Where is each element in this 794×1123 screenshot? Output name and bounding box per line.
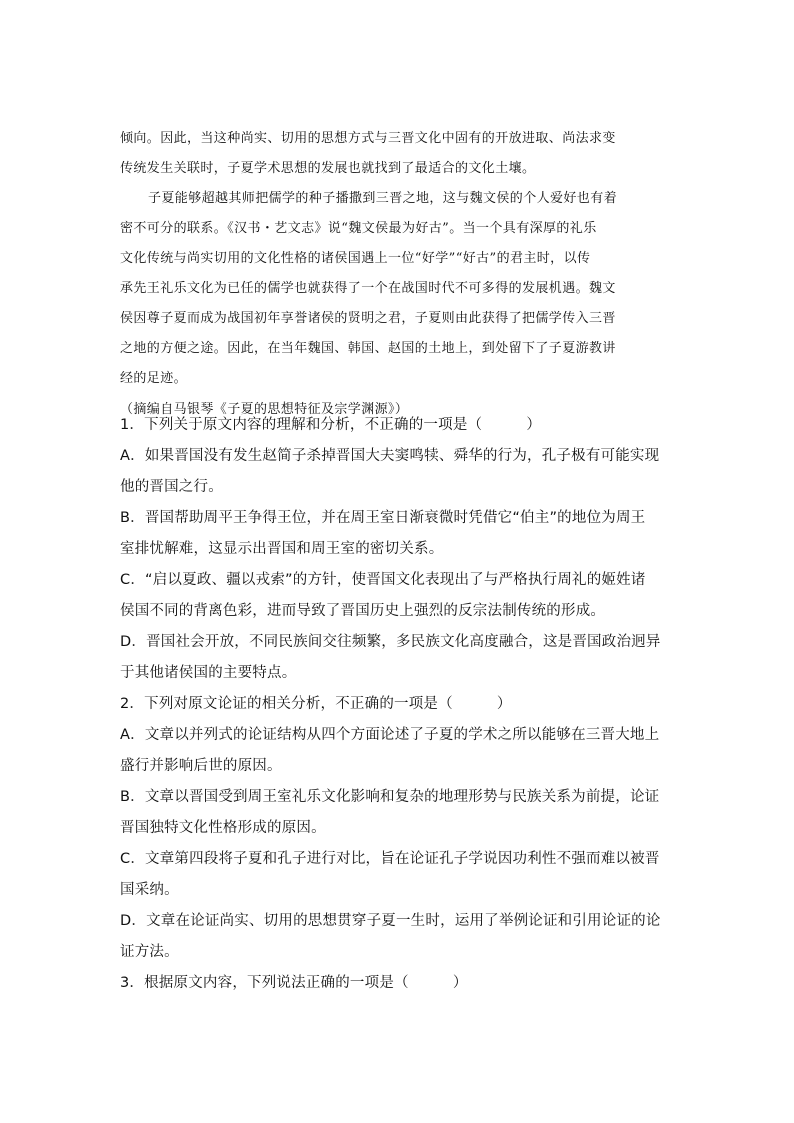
option-b-cont: 室排忧解难，这显示出晋国和周王室的密切关系。: [120, 541, 444, 557]
question-3: [120, 968, 676, 999]
option-c-cont: 侯国不同的背离色彩，进而导致了晋国历史上强烈的反宗法制传统的形成。: [120, 603, 606, 619]
passage-line: 倾向。因此，当这种尚实、切用的思想方式与三晋文化中固有的开放进取、尚法求变: [120, 131, 616, 146]
option-d-cont: 证方法。: [120, 944, 179, 960]
option-b-cont: 晋国独特文化性格形成的原因。: [120, 820, 326, 836]
option-c-cont: 国采纳。: [120, 882, 179, 898]
passage-line: 侯因尊子夏而成为战国初年享誉诸侯的贤明之君，子夏则由此获得了把儒学传入三晋: [120, 311, 616, 326]
option-a-cont: 盛行并影响后世的原因。: [120, 758, 282, 774]
question-stem: 1．下列关于原文内容的理解和分析，不正确的一项是（ ）: [120, 417, 542, 433]
option-b: B．晋国帮助周平王争得王位，并在周王室日渐衰微时凭借它“伯主”的地位为周王: [120, 510, 646, 526]
question-stem: 3．根据原文内容，下列说法正确的一项是（ ）: [120, 975, 468, 991]
passage-line: 承先王礼乐文化为已任的儒学也就获得了一个在战国时代不可多得的发展机遇。魏文: [120, 281, 616, 296]
question-list: [120, 410, 676, 999]
option-a-cont: 他的晋国之行。: [120, 479, 223, 495]
option-a: A．如果晋国没有发生赵简子杀掉晋国大夫窦鸣犊、舜华的行为，孔子极有可能实现: [120, 448, 660, 464]
passage-line: 密不可分的联系。《汉书・艺文志》说“魏文侯最为好古”。当一个具有深厚的礼乐: [120, 221, 597, 236]
question-stem: 2．下列对原文论证的相关分析，不正确的一项是（ ）: [120, 696, 512, 712]
option-c: C．“启以夏政、疆以戎索”的方针，使晋国文化表现出了与严格执行周礼的姬姓诸: [120, 572, 646, 588]
question-2: [120, 689, 676, 968]
question-1: [120, 410, 676, 689]
option-c: C．文章第四段将子夏和孔子进行对比，旨在论证孔子学说因功利性不强而难以被晋: [120, 851, 660, 867]
passage-line: 文化传统与尚实切用的文化性格的诸侯国遇上一位“好学”“好古”的君主时，以传: [120, 251, 591, 266]
option-d-cont: 于其他诸侯国的主要特点。: [120, 665, 297, 681]
option-d: D．文章在论证尚实、切用的思想贯穿子夏一生时，运用了举例论证和引用论证的论: [120, 913, 661, 929]
passage-source: （摘编自马银琴《子夏的思想特征及宗学渊源》）: [120, 402, 409, 417]
passage-line: 子夏能够超越其师把儒学的种子播撒到三晋之地，这与魏文侯的个人爱好也有着: [148, 191, 618, 206]
option-a: A．文章以并列式的论证结构从四个方面论述了子夏的学术之所以能够在三晋大地上: [120, 727, 660, 743]
passage-line: 传统发生关联时，子夏学术思想的发展也就找到了最适合的文化土壤。: [120, 161, 536, 176]
option-b: B．文章以晋国受到周王室礼乐文化影响和复杂的地理形势与民族关系为前提，论证: [120, 789, 660, 805]
reading-passage: [120, 124, 668, 425]
passage-line: 经的足迹。: [120, 371, 188, 386]
option-d: D．晋国社会开放，不同民族间交往频繁，多民族文化高度融合，这是晋国政治迥异: [120, 634, 661, 650]
passage-line: 之地的方便之途。因此，在当年魏国、韩国、赵国的土地上，到处留下了子夏游教讲: [120, 341, 616, 356]
